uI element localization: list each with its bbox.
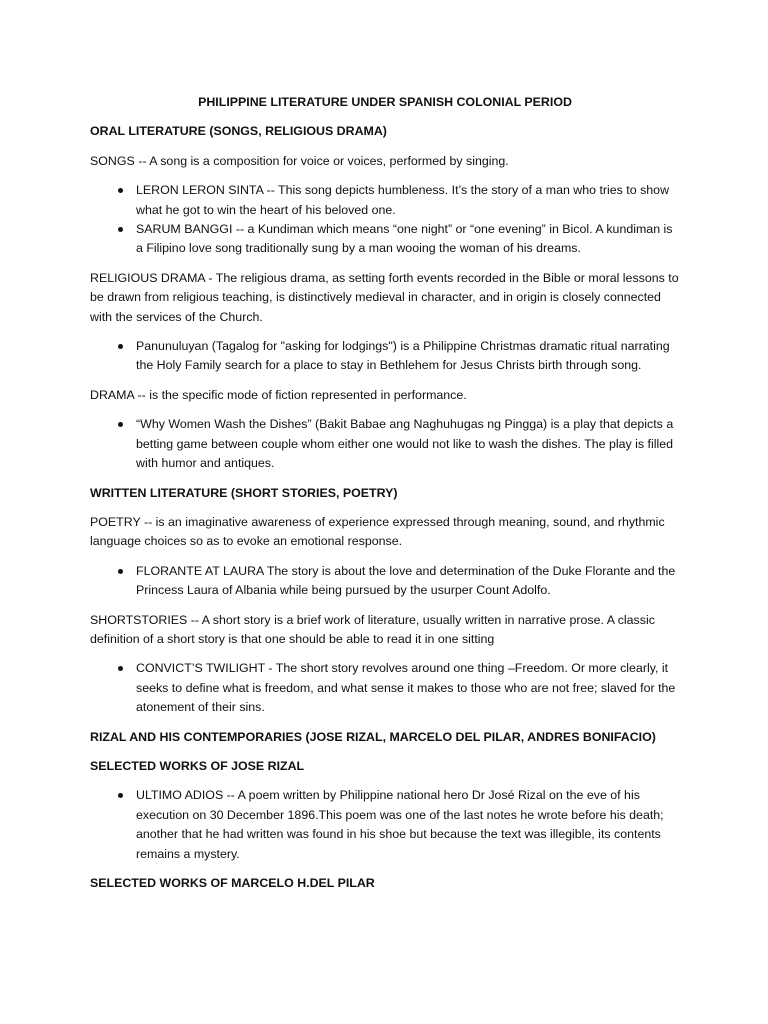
list-item-text: SARUM BANGGI -- a Kundiman which means “one night” or “one evening” in Bicol. A kundiman is a Filipino love song traditionally sung by a man wooing the woman of his dreams.: [136, 222, 673, 256]
written-literature-heading: WRITTEN LITERATURE (SHORT STORIES, POETRY): [90, 485, 398, 500]
religious-drama-list: [90, 337, 680, 376]
bullet-icon: [118, 666, 123, 671]
bullet-icon: [118, 227, 123, 232]
list-item: [90, 337, 680, 376]
short-stories-list: [90, 659, 680, 717]
bullet-icon: [118, 344, 123, 349]
bullet-icon: [118, 188, 123, 193]
drama-list: [90, 415, 680, 473]
drama-paragraph: DRAMA -- is the specific mode of fiction represented in performance.: [90, 387, 467, 402]
list-item-text: FLORANTE AT LAURA The story is about the love and determination of the Duke Florante and the Princess Laura of Albania while being pursued by the usurper Count Adolfo.: [136, 563, 676, 598]
poetry-paragraph: POETRY -- is an imaginative awareness of experience expressed through meaning, sound, and rhythmic language choices so as to evoke an emotional response.: [90, 514, 665, 549]
bullet-icon: [118, 422, 123, 427]
rizal-works-list: [90, 786, 680, 864]
poetry-list: [90, 562, 680, 601]
list-item: [90, 659, 680, 717]
list-item-text: Panunuluyan (Tagalog for "asking for lodgings") is a Philippine Christmas dramatic ritual narrating the Holy Family search for a place to stay in Bethlehem for Jesus Christs birth through song.: [136, 339, 670, 373]
list-item-text: “Why Women Wash the Dishes” (Bakit Babae ang Naghuhugas ng Pingga) is a play that depicts a betting game between couple whom either one would not like to wash the dishes. The play is filled with humor and antiques.: [136, 417, 674, 471]
rizal-works-heading: SELECTED WORKS OF JOSE RIZAL: [90, 758, 305, 773]
list-item-text: ULTIMO ADIOS -- A poem written by Philippine national hero Dr José Rizal on the eve of his execution on 30 December 1896.This poem was one of the last notes he wrote before his death; another that he had written was found in his shoe but because the text was illegible, its contents remains a mystery.: [136, 788, 664, 861]
bullet-icon: [118, 793, 123, 798]
bullet-icon: [118, 569, 123, 574]
songs-paragraph: SONGS -- A song is a composition for voice or voices, performed by singing.: [90, 153, 509, 168]
oral-literature-heading: ORAL LITERATURE (SONGS, RELIGIOUS DRAMA): [90, 124, 387, 139]
document-body: [90, 93, 680, 903]
list-item: [90, 562, 680, 601]
religious-drama-paragraph: RELIGIOUS DRAMA - The religious drama, as setting forth events recorded in the Bible or moral lessons to be drawn from religious teaching, is distinctively medieval in character, and in origin is closely connected with the services of the Church.: [90, 270, 679, 324]
songs-list: [90, 181, 680, 259]
short-stories-paragraph: SHORTSTORIES -- A short story is a brief work of literature, usually written in narrative prose. A classic definition of a short story is that one should be able to read it in one sitting: [90, 612, 655, 646]
list-item: [90, 220, 680, 259]
list-item: [90, 181, 680, 220]
rizal-contemporaries-heading: RIZAL AND HIS CONTEMPORARIES (JOSE RIZAL, MARCELO DEL PILAR, ANDRES BONIFACIO): [90, 729, 656, 744]
list-item-text: CONVICT’S TWILIGHT - The short story revolves around one thing –Freedom. Or more clearly, it seeks to define what is freedom, and what sense it makes to those who are not free; slaved for the atonement of their sins.: [136, 661, 676, 715]
document-title: PHILIPPINE LITERATURE UNDER SPANISH COLONIAL PERIOD: [198, 95, 572, 109]
list-item-text: LERON LERON SINTA -- This song depicts humbleness. It’s the story of a man who tries to show what he got to win the heart of his beloved one.: [136, 183, 670, 217]
del-pilar-works-heading: SELECTED WORKS OF MARCELO H.DEL PILAR: [90, 876, 375, 890]
list-item: [90, 786, 680, 864]
list-item: [90, 415, 680, 473]
